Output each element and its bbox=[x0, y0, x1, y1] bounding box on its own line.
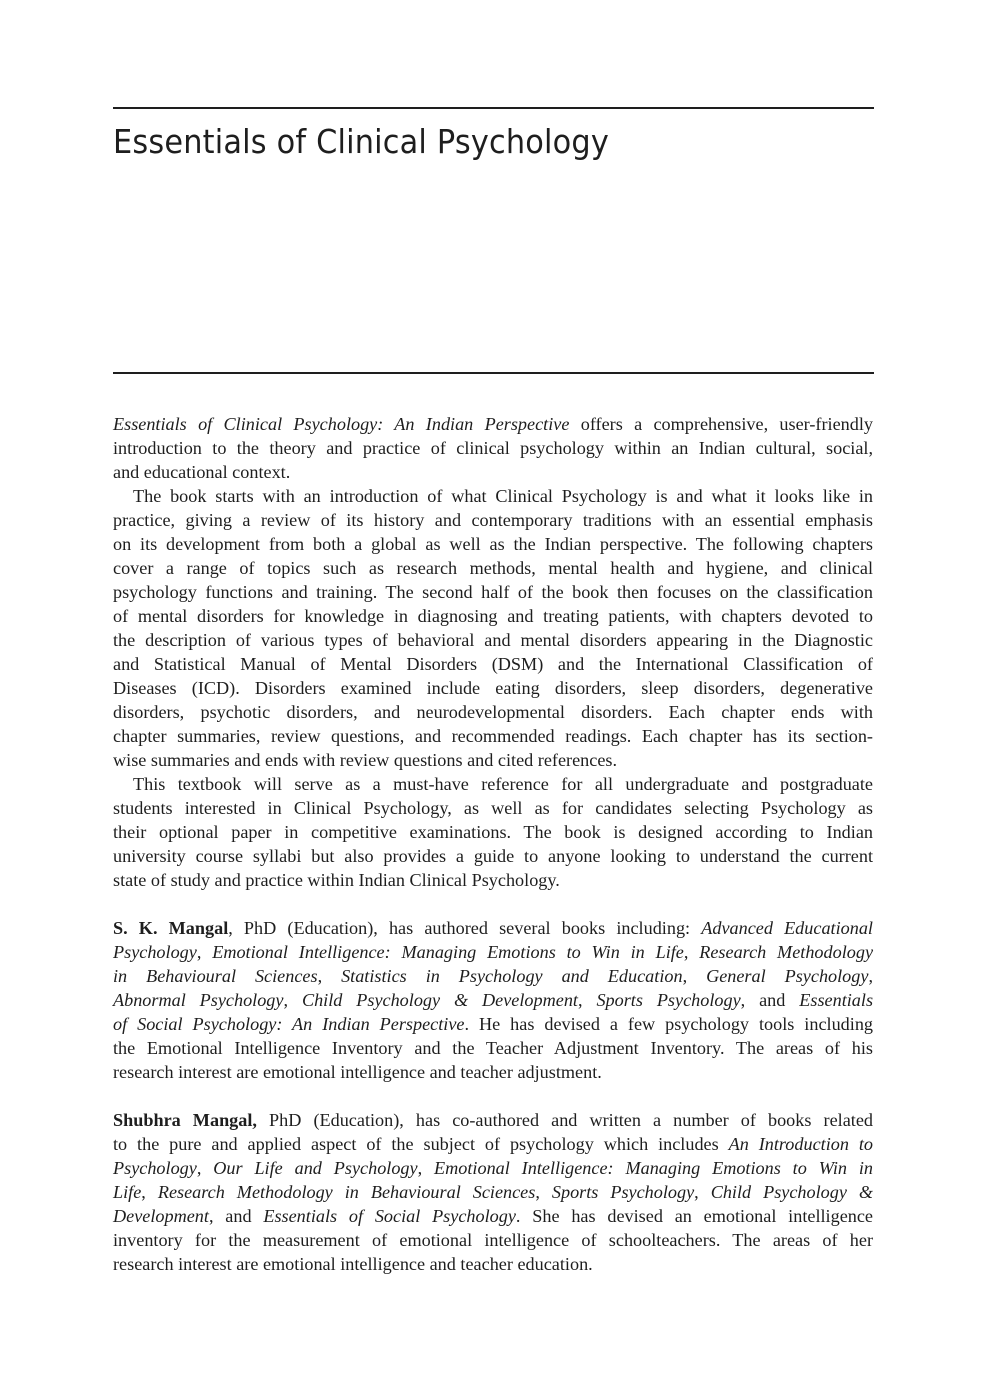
body-text: , bbox=[694, 1182, 711, 1202]
book-title-text: Psychology bbox=[113, 1158, 197, 1178]
text-line bbox=[113, 796, 873, 820]
book-title-text: Research Methodology bbox=[699, 942, 874, 962]
text-line bbox=[113, 916, 873, 940]
text-line bbox=[113, 844, 873, 868]
body-text: practice, giving a review of its history and contemporary traditions with an essential emphasis bbox=[113, 510, 873, 530]
body-text: of mental disorders for knowledge in diagnosing and treating patients, with chapters devoted to bbox=[113, 606, 873, 626]
book-title-text: Emotional Intelligence: Managing Emotions to Win in bbox=[434, 1158, 874, 1178]
text-line bbox=[113, 748, 873, 772]
text-line bbox=[113, 556, 873, 580]
body-text: , bbox=[196, 942, 213, 962]
text-line bbox=[113, 1036, 873, 1060]
text-line bbox=[113, 820, 873, 844]
book-title-text: Psychology bbox=[113, 942, 197, 962]
body-text: and educational context. bbox=[113, 462, 291, 482]
text-line bbox=[113, 652, 873, 676]
book-title-text: Child Psychology & Development bbox=[301, 990, 578, 1010]
book-description bbox=[113, 412, 873, 892]
book-title-text: Essentials of Social Psychology bbox=[263, 1206, 516, 1226]
text-line bbox=[113, 1252, 873, 1276]
body-text: , bbox=[535, 1182, 552, 1202]
text-line bbox=[113, 412, 873, 436]
body-text: research interest are emotional intelligence and teacher education. bbox=[113, 1254, 593, 1274]
text-line bbox=[113, 580, 873, 604]
description-paragraph bbox=[113, 412, 873, 484]
book-title-text: of Social Psychology: An Indian Perspective bbox=[113, 1014, 465, 1034]
author-bio-shubhra-mangal bbox=[113, 1108, 873, 1276]
body-text: offers a comprehensive, user-friendly bbox=[569, 414, 873, 434]
body-text: cover a range of topics such as research methods, mental health and hygiene, and clinical bbox=[113, 558, 873, 578]
book-title-text: Essentials of Clinical Psychology: An Indian Perspective bbox=[113, 414, 570, 434]
body-text: , and bbox=[740, 990, 800, 1010]
book-title-text: General Psychology bbox=[706, 966, 869, 986]
body-text: , bbox=[868, 966, 873, 986]
section-rule bbox=[113, 372, 874, 374]
body-text: , bbox=[683, 942, 700, 962]
body-text: the description of various types of behavioral and mental disorders appearing in the Diagnostic bbox=[113, 630, 873, 650]
body-text: , bbox=[196, 1158, 214, 1178]
text-line bbox=[113, 604, 873, 628]
body-text: , bbox=[682, 966, 707, 986]
body-text: , and bbox=[208, 1206, 264, 1226]
body-text: and Statistical Manual of Mental Disorders (DSM) and the International Classification of bbox=[113, 654, 873, 674]
text-line bbox=[113, 940, 873, 964]
text-line bbox=[113, 1228, 873, 1252]
text-line bbox=[113, 1132, 873, 1156]
text-line bbox=[113, 700, 873, 724]
top-rule bbox=[113, 107, 874, 109]
book-title-text: in Behavioural Sciences bbox=[113, 966, 318, 986]
text-line bbox=[113, 772, 873, 796]
text-line bbox=[113, 436, 873, 460]
body-text: Diseases (ICD). Disorders examined include eating disorders, sleep disorders, degenerative bbox=[113, 678, 873, 698]
text-line bbox=[113, 508, 873, 532]
body-text: their optional paper in competitive examinations. The book is designed according to Indian bbox=[113, 822, 873, 842]
book-title-text: An Introduction to bbox=[728, 1134, 873, 1154]
text-line bbox=[113, 1180, 873, 1204]
body-text: , PhD (Education), has authored several books including: bbox=[228, 918, 702, 938]
body-text: , bbox=[577, 990, 597, 1010]
text-line bbox=[113, 988, 873, 1012]
book-title-text: Sports Psychology bbox=[551, 1182, 695, 1202]
body-text: PhD (Education), has co-authored and written a number of books related bbox=[256, 1110, 873, 1130]
book-title-text: Life bbox=[113, 1182, 142, 1202]
page-title: Essentials of Clinical Psychology bbox=[113, 122, 610, 161]
text-line bbox=[113, 460, 873, 484]
body-text: , bbox=[417, 1158, 435, 1178]
description-paragraph bbox=[113, 484, 873, 772]
body-text: the Emotional Intelligence Inventory and the Teacher Adjustment Inventory. The areas of his bbox=[113, 1038, 873, 1058]
text-line bbox=[113, 484, 873, 508]
text-line bbox=[113, 1012, 873, 1036]
text-line bbox=[113, 1204, 873, 1228]
body-text: disorders, psychotic disorders, and neurodevelopmental disorders. Each chapter ends with bbox=[113, 702, 873, 722]
body-text: research interest are emotional intelligence and teacher adjustment. bbox=[113, 1062, 602, 1082]
book-title-text: Sports Psychology bbox=[596, 990, 741, 1010]
book-title-text: Development bbox=[113, 1206, 209, 1226]
body-text: wise summaries and ends with review questions and cited references. bbox=[113, 750, 618, 770]
body-text: The book starts with an introduction of what Clinical Psychology is and what it looks like in bbox=[133, 486, 873, 506]
body-text: . She has devised an emotional intelligence bbox=[515, 1206, 874, 1226]
book-title-text: Statistics in Psychology and Education bbox=[341, 966, 683, 986]
text-line bbox=[113, 1060, 873, 1084]
body-text: , bbox=[141, 1182, 158, 1202]
book-title-text: Advanced Educational bbox=[701, 918, 873, 938]
body-text: inventory for the measurement of emotional intelligence of schoolteachers. The areas of her bbox=[113, 1230, 873, 1250]
text-line bbox=[113, 628, 873, 652]
text-line bbox=[113, 676, 873, 700]
text-line bbox=[113, 1108, 873, 1132]
body-text: introduction to the theory and practice of clinical psychology within an Indian cultural, social, bbox=[113, 438, 873, 458]
book-title-text: Research Methodology in Behavioural Sciences bbox=[157, 1182, 536, 1202]
body-text: to the pure and applied aspect of the subject of psychology which includes bbox=[113, 1134, 729, 1154]
body-text: on its development from both a global as well as the Indian perspective. The following chapters bbox=[113, 534, 873, 554]
body-text: university course syllabi but also provides a guide to anyone looking to understand the current bbox=[113, 846, 873, 866]
body-text: . He has devised a few psychology tools including bbox=[464, 1014, 874, 1034]
text-line bbox=[113, 964, 873, 988]
body-text: psychology functions and training. The second half of the book then focuses on the classification bbox=[113, 582, 873, 602]
text-line bbox=[113, 532, 873, 556]
body-text: students interested in Clinical Psychology, as well as for candidates selecting Psychology as bbox=[113, 798, 873, 818]
book-title-text: Emotional Intelligence: Managing Emotions to Win in Life bbox=[212, 942, 684, 962]
description-paragraph bbox=[113, 772, 873, 892]
book-title-text: Abnormal Psychology bbox=[113, 990, 284, 1010]
body-text: , bbox=[283, 990, 302, 1010]
text-line bbox=[113, 724, 873, 748]
book-title-text: Our Life and Psychology bbox=[213, 1158, 418, 1178]
author-name: Shubhra Mangal, bbox=[113, 1110, 257, 1130]
book-title-text: Child Psychology & bbox=[710, 1182, 874, 1202]
body-text: state of study and practice within Indian Clinical Psychology. bbox=[113, 870, 560, 890]
body-text: This textbook will serve as a must-have reference for all undergraduate and postgraduate bbox=[133, 774, 873, 794]
author-name: S. K. Mangal bbox=[113, 918, 229, 938]
author-bio-sk-mangal bbox=[113, 916, 873, 1084]
body-text: chapter summaries, review questions, and recommended readings. Each chapter has its section- bbox=[113, 726, 873, 746]
book-title-text: Essentials bbox=[799, 990, 874, 1010]
body-text: , bbox=[317, 966, 342, 986]
text-line bbox=[113, 868, 873, 892]
text-line bbox=[113, 1156, 873, 1180]
